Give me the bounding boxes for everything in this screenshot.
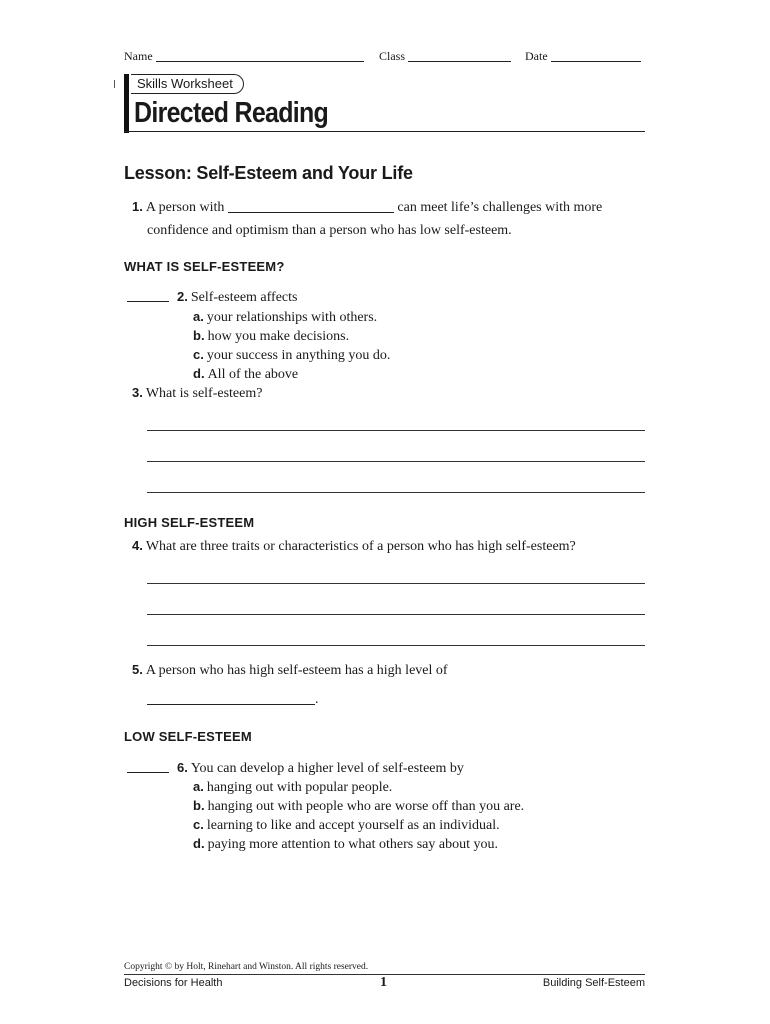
question-5 (132, 662, 448, 679)
question-2-answer-blank[interactable] (127, 301, 169, 302)
question-6-option-c[interactable] (193, 816, 524, 835)
option-text: hanging out with popular people. (206, 780, 393, 795)
question-2-text: Self-esteem affects (190, 290, 298, 305)
question-6-option-d[interactable] (193, 835, 524, 854)
question-4-number: 4. (132, 538, 143, 553)
question-3-number: 3. (132, 385, 143, 400)
question-4-answer-line-1[interactable] (147, 583, 645, 584)
option-letter: d. (193, 366, 205, 381)
option-letter: d. (193, 836, 205, 851)
question-6-option-b[interactable] (193, 797, 524, 816)
section-low-self-esteem: LOW SELF-ESTEEM (124, 729, 252, 744)
section-high-self-esteem: HIGH SELF-ESTEEM (124, 515, 255, 530)
question-5-text: A person who has high self-esteem has a high level of (145, 663, 448, 678)
name-label: Name (124, 49, 153, 63)
footer-book-title: Decisions for Health (124, 977, 223, 989)
option-letter: a. (193, 779, 204, 794)
option-letter: a. (193, 309, 204, 324)
option-text: All of the above (207, 367, 299, 382)
class-input-line[interactable] (408, 49, 511, 62)
question-6-options (193, 778, 524, 854)
question-6-number: 6. (177, 760, 188, 775)
margin-mark (114, 80, 115, 88)
question-2-option-c[interactable] (193, 346, 390, 365)
question-4-answer-line-2[interactable] (147, 614, 645, 615)
date-field-row (525, 49, 641, 64)
question-1-number: 1. (132, 199, 143, 214)
question-3-answer-line-1[interactable] (147, 430, 645, 431)
question-3-answer-line-2[interactable] (147, 461, 645, 462)
section-what-is-self-esteem: WHAT IS SELF-ESTEEM? (124, 259, 285, 274)
question-2-number: 2. (177, 289, 188, 304)
page-number: 1 (380, 975, 387, 990)
question-5-answer-row (147, 692, 319, 708)
title-rule-vertical (124, 74, 129, 133)
question-2-options (193, 308, 390, 384)
date-label: Date (525, 49, 548, 63)
question-2 (177, 289, 297, 306)
question-2-option-b[interactable] (193, 327, 390, 346)
option-letter: b. (193, 798, 205, 813)
name-field-row (124, 49, 364, 64)
question-6-option-a[interactable] (193, 778, 524, 797)
question-6 (177, 760, 464, 777)
question-1-line2: confidence and optimism than a person who has low self-esteem. (147, 223, 512, 238)
lesson-title: Lesson: Self-Esteem and Your Life (124, 163, 413, 183)
option-text: how you make decisions. (207, 329, 350, 344)
option-letter: b. (193, 328, 205, 343)
name-input-line[interactable] (156, 49, 364, 62)
question-2-option-d[interactable] (193, 365, 390, 384)
question-4-answer-line-3[interactable] (147, 645, 645, 646)
question-5-period: . (315, 692, 319, 707)
page-title: Directed Reading (134, 97, 329, 129)
skills-worksheet-badge: Skills Worksheet (131, 74, 244, 94)
question-3 (132, 385, 262, 402)
footer-chapter-title: Building Self-Esteem (542, 977, 645, 989)
question-6-answer-blank[interactable] (127, 772, 169, 773)
class-label: Class (379, 49, 406, 63)
title-underline (124, 131, 645, 132)
option-text: your relationships with others. (206, 310, 378, 325)
question-3-answer-line-3[interactable] (147, 492, 645, 493)
question-5-answer-line[interactable] (147, 692, 315, 705)
question-1 (132, 199, 652, 216)
question-1-text-after: can meet life’s challenges with more (397, 200, 603, 215)
question-4 (132, 538, 576, 555)
option-text: learning to like and accept yourself as an individual. (206, 818, 500, 833)
option-text: hanging out with people who are worse off than you are. (207, 799, 525, 814)
option-letter: c. (193, 817, 204, 832)
question-6-text: You can develop a higher level of self-esteem by (190, 761, 464, 776)
question-4-text: What are three traits or characteristics of a person who has high self-esteem? (145, 539, 576, 554)
option-text: your success in anything you do. (206, 348, 391, 363)
date-input-line[interactable] (551, 49, 641, 62)
option-text: paying more attention to what others say about you. (207, 837, 499, 852)
class-field-row (379, 49, 511, 64)
question-1-answer-line[interactable] (228, 200, 394, 213)
question-5-number: 5. (132, 662, 143, 677)
question-2-option-a[interactable] (193, 308, 390, 327)
option-letter: c. (193, 347, 204, 362)
question-3-text: What is self-esteem? (145, 386, 263, 401)
copyright-notice: Copyright © by Holt, Rinehart and Winston. All rights reserved. (124, 962, 369, 972)
question-1-text-before: A person with (145, 200, 225, 215)
